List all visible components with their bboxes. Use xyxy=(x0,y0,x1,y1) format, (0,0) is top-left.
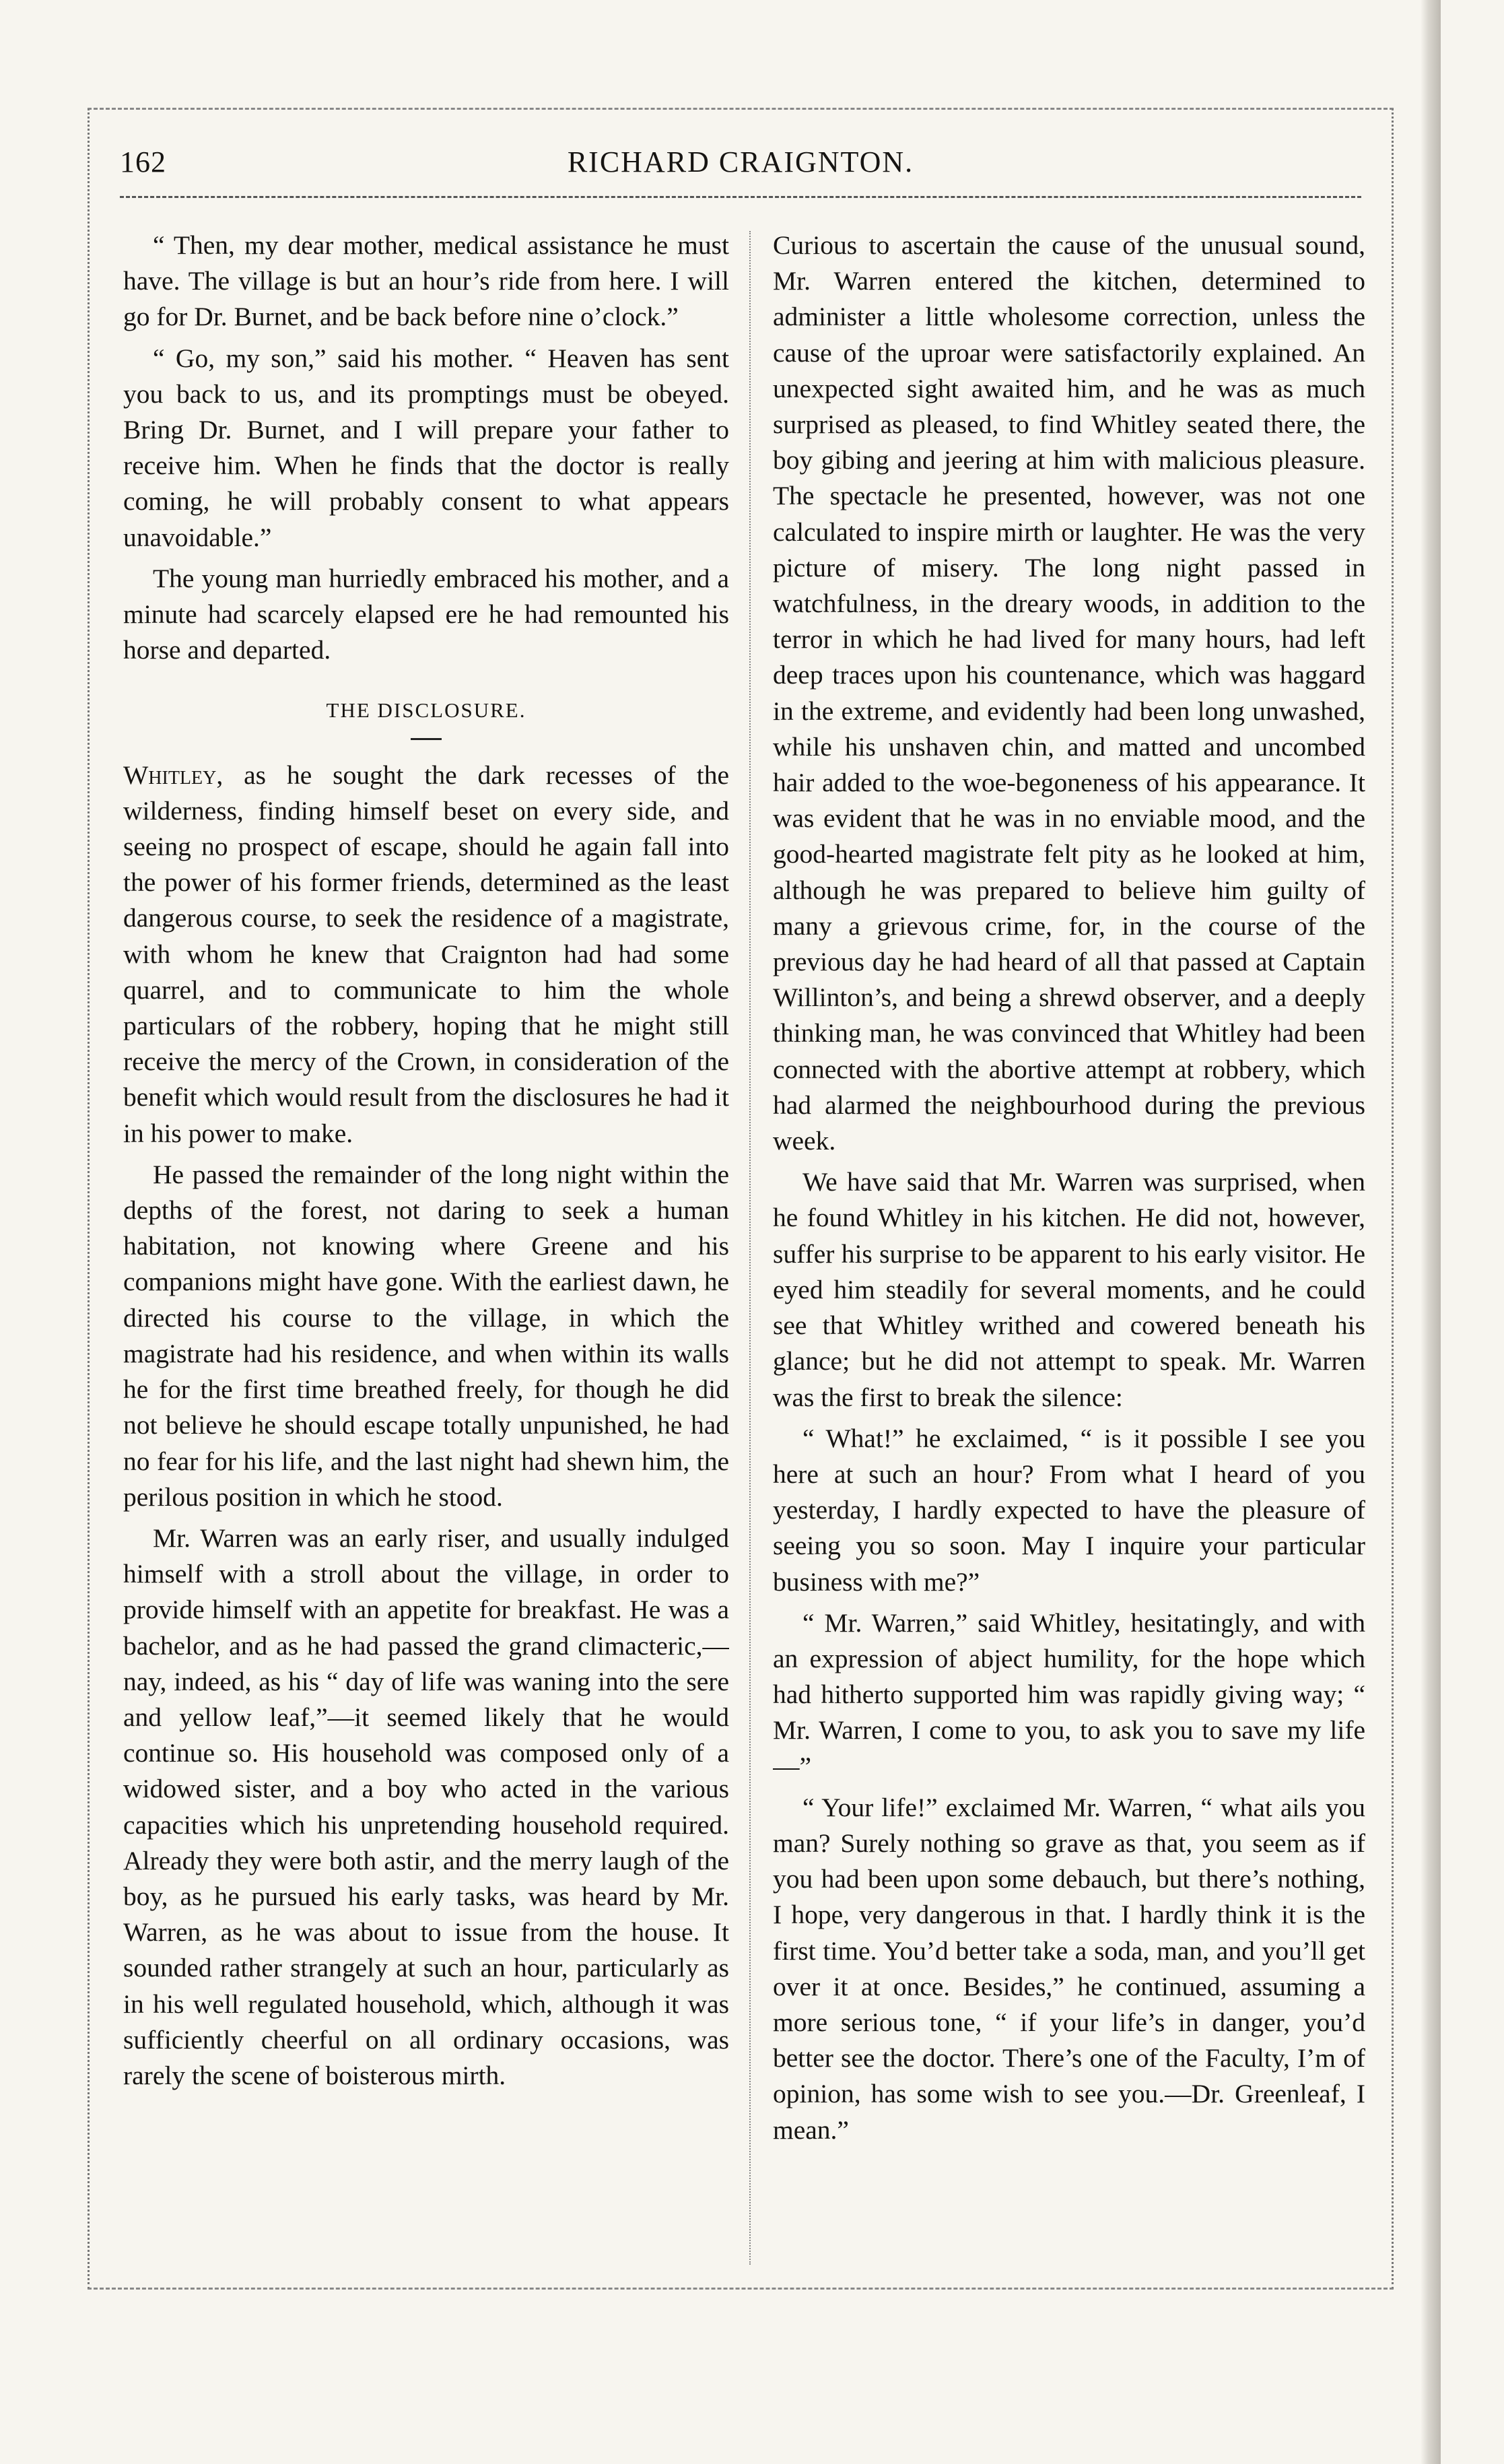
section-first-paragraph xyxy=(123,758,729,1152)
book-spine-shadow xyxy=(1421,0,1441,2464)
book-page xyxy=(88,108,1394,2290)
paragraph: He passed the remainder of the long night within the depths of the forest, not daring to seek a human habitation, not knowing where Greene and his companions might have gone. With the earliest dawn, he directed his course to the village, in which the magistrate had his residence, and when within its walls he for the first time breathed freely, for though he did not believe he should escape totally unpunished, he had no fear for his life, and the last night had shewn him, the perilous position in which he stood. xyxy=(123,1159,729,1512)
paragraph: “ Mr. Warren,” said Whitley, hesitatingly, and with an expression of abject humility, for the hope which had hitherto supported him was rapidly giving way; “ Mr. Warren, I come to you, to ask you to save my life—” xyxy=(773,1607,1365,1781)
paragraph: The young man hurriedly embraced his mother, and a minute had scarcely elapsed ere he had remounted his horse and departed. xyxy=(123,563,729,665)
paragraph: “ What!” he exclaimed, “ is it possible I see you here at such an hour? From what I heard of you yesterday, I hardly expected to have the pleasure of seeing you so soon. May I inquire your particular business with me?” xyxy=(773,1423,1365,1597)
left-column xyxy=(123,228,729,2275)
paragraph-text: as he sought the dark recesses of the wilderness, finding himself beset on every side, and seeing no prospect of escape, should he again fall into the power of his former friends, determined as the least dangerous course, to seek the residence of a magistrate, with whom he knew that Craignton had had some quarrel, and to communicate to him the whole particulars of the robbery, hoping that he might still receive the mercy of the Crown, in consideration of the benefit which would result from the disclosures he had it in his power to make. xyxy=(123,760,729,1148)
paragraph: Mr. Warren was an early riser, and usually indulged himself with a stroll about the village, in order to provide himself with an appetite for breakfast. He was a bachelor, and as he had passed the grand climacteric,—nay, indeed, as his “ day of life was waning into the sere and yellow leaf,”—it seemed likely that he would continue so. His household was composed only of a widowed sister, and a boy who acted in the various capacities which his unpretending household required. Already they were both astir, and the merry laugh of the boy, as he pursued his early tasks, was heard by Mr. Warren, as he was about to issue from the house. It sounded rather strangely at such an hour, particularly as in his well regulated household, which, although it was sufficiently cheerful on all ordinary occasions, was rarely the scene of boisterous mirth. xyxy=(123,1523,729,2090)
right-column xyxy=(773,228,1365,2275)
section-dash xyxy=(411,738,442,740)
lead-word: Whitley, xyxy=(123,760,224,790)
section-heading: THE DISCLOSURE. xyxy=(326,698,526,723)
page-header xyxy=(120,137,1361,191)
column-divider xyxy=(749,231,751,2265)
paragraph: We have said that Mr. Warren was surprised, when he found Whitley in his kitchen. He did not, however, suffer his surprise to be apparent to his early visitor. He eyed him steadily for several moments, and he could see that Whitley writhed and cowered beneath his glance; but he did not attempt to speak. Mr. Warren was the first to break the silence: xyxy=(773,1167,1365,1412)
header-rule xyxy=(120,196,1361,198)
page-number: 162 xyxy=(120,145,166,178)
running-title: RICHARD CRAIGNTON. xyxy=(567,145,914,178)
paragraph: “ Then, my dear mother, medical assistance he must have. The village is but an hour’s ride from here. I will go for Dr. Burnet, and be back before nine o’clock.” xyxy=(123,230,729,332)
paragraph: “ Go, my son,” said his mother. “ Heaven has sent you back to us, and its promptings must be obeyed. Bring Dr. Burnet, and I will prepare your father to receive him. When he finds that the doctor is really coming, he will probably consent to what appears unavoidable.” xyxy=(123,343,729,552)
paragraph: Curious to ascertain the cause of the unusual sound, Mr. Warren entered the kitchen, determined to administer a little wholesome correction, unless the cause of the uproar were satisfactorily explained. An unexpected sight awaited him, and he was as much surprised as pleased, to find Whitley seated there, the boy gibing and jeering at him with malicious pleasure. The spectacle he presented, however, was not one calculated to inspire mirth or laughter. He was the very picture of misery. The long night passed in watchfulness, in the dreary woods, in addition to the terror in which he had lived for many hours, had left deep traces upon his countenance, which was haggard in the extreme, and evidently had been long unwashed, while his unshaven chin, and matted and uncombed hair added to the woe-begoneness of his appearance. It was evident that he was in no enviable mood, and the good-hearted magistrate felt pity as he looked at him, although he was prepared to believe him guilty of many a grievous crime, for, in the course of the previous day he had heard of all that passed at Captain Willinton’s, and being a shrewd observer, and a deeply thinking man, he was convinced that Whitley had been connected with the abortive attempt at robbery, which had alarmed the neighbourhood during the previous week. xyxy=(773,230,1365,1156)
paragraph: “ Your life!” exclaimed Mr. Warren, “ what ails you man? Surely nothing so grave as that, you seem as if you had been upon some debauch, but there’s nothing, I hope, very dangerous in that. I hardly think it is the first time. You’d better take a soda, man, and you’ll get over it at once. Besides,” he continued, assuming a more serious tone, “ if your life’s in danger, you’d better see the doctor. There’s one of the Faculty, I’m of opinion, has some wish to see you.—Dr. Greenleaf, I mean.” xyxy=(773,1792,1365,2145)
